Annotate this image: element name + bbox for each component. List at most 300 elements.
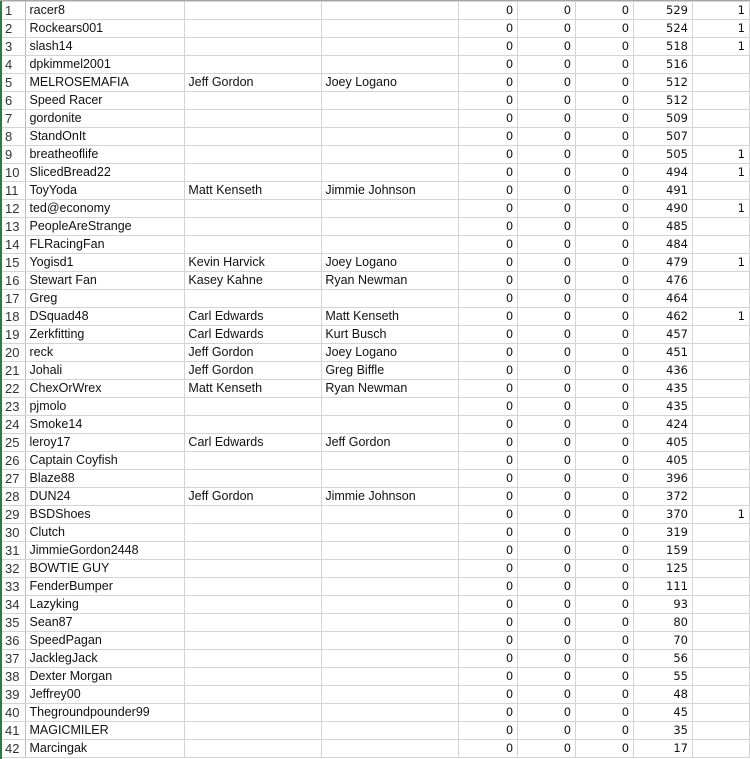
cell-col-f[interactable]: 0 bbox=[518, 596, 576, 614]
cell-driver-pick-1[interactable] bbox=[185, 20, 322, 38]
cell-username[interactable]: Lazyking bbox=[26, 596, 185, 614]
cell-col-i[interactable] bbox=[692, 56, 749, 74]
row-header[interactable]: 2 bbox=[2, 20, 26, 38]
cell-points[interactable]: 93 bbox=[634, 596, 693, 614]
cell-col-f[interactable]: 0 bbox=[518, 344, 576, 362]
cell-username[interactable]: racer8 bbox=[26, 2, 185, 20]
row-header[interactable]: 36 bbox=[2, 632, 26, 650]
cell-username[interactable]: Rockears001 bbox=[26, 20, 185, 38]
cell-username[interactable]: Johali bbox=[26, 362, 185, 380]
cell-username[interactable]: dpkimmel2001 bbox=[26, 56, 185, 74]
cell-col-g[interactable]: 0 bbox=[576, 722, 634, 740]
cell-col-g[interactable]: 0 bbox=[576, 380, 634, 398]
cell-driver-pick-2[interactable] bbox=[322, 668, 459, 686]
row-header[interactable]: 37 bbox=[2, 650, 26, 668]
cell-col-f[interactable]: 0 bbox=[518, 632, 576, 650]
cell-col-g[interactable]: 0 bbox=[576, 470, 634, 488]
row-header[interactable]: 39 bbox=[2, 686, 26, 704]
cell-col-i[interactable] bbox=[692, 110, 749, 128]
cell-driver-pick-1[interactable] bbox=[185, 614, 322, 632]
cell-col-i[interactable] bbox=[692, 596, 749, 614]
cell-col-e[interactable]: 0 bbox=[459, 506, 518, 524]
cell-points[interactable]: 319 bbox=[634, 524, 693, 542]
cell-driver-pick-1[interactable] bbox=[185, 92, 322, 110]
cell-driver-pick-1[interactable]: Jeff Gordon bbox=[185, 344, 322, 362]
cell-col-g[interactable]: 0 bbox=[576, 362, 634, 380]
cell-col-f[interactable]: 0 bbox=[518, 272, 576, 290]
cell-col-f[interactable]: 0 bbox=[518, 254, 576, 272]
cell-col-g[interactable]: 0 bbox=[576, 236, 634, 254]
cell-col-e[interactable]: 0 bbox=[459, 344, 518, 362]
cell-username[interactable]: Yogisd1 bbox=[26, 254, 185, 272]
cell-col-e[interactable]: 0 bbox=[459, 488, 518, 506]
cell-driver-pick-2[interactable] bbox=[322, 704, 459, 722]
cell-username[interactable]: slash14 bbox=[26, 38, 185, 56]
cell-driver-pick-1[interactable] bbox=[185, 740, 322, 758]
cell-col-g[interactable]: 0 bbox=[576, 578, 634, 596]
row-header[interactable]: 40 bbox=[2, 704, 26, 722]
cell-username[interactable]: JimmieGordon2448 bbox=[26, 542, 185, 560]
cell-driver-pick-1[interactable]: Kasey Kahne bbox=[185, 272, 322, 290]
cell-driver-pick-2[interactable] bbox=[322, 110, 459, 128]
row-header[interactable]: 6 bbox=[2, 92, 26, 110]
cell-col-i[interactable]: 1 bbox=[692, 20, 749, 38]
cell-username[interactable]: JacklegJack bbox=[26, 650, 185, 668]
cell-col-e[interactable]: 0 bbox=[459, 686, 518, 704]
cell-col-g[interactable]: 0 bbox=[576, 2, 634, 20]
cell-col-g[interactable]: 0 bbox=[576, 74, 634, 92]
cell-driver-pick-2[interactable] bbox=[322, 128, 459, 146]
cell-col-g[interactable]: 0 bbox=[576, 56, 634, 74]
cell-driver-pick-1[interactable] bbox=[185, 704, 322, 722]
cell-driver-pick-2[interactable] bbox=[322, 650, 459, 668]
cell-driver-pick-2[interactable] bbox=[322, 164, 459, 182]
cell-col-i[interactable]: 1 bbox=[692, 506, 749, 524]
cell-driver-pick-1[interactable] bbox=[185, 632, 322, 650]
cell-col-f[interactable]: 0 bbox=[518, 164, 576, 182]
cell-col-e[interactable]: 0 bbox=[459, 416, 518, 434]
cell-col-f[interactable]: 0 bbox=[518, 668, 576, 686]
cell-driver-pick-2[interactable] bbox=[322, 416, 459, 434]
cell-points[interactable]: 464 bbox=[634, 290, 693, 308]
cell-driver-pick-2[interactable] bbox=[322, 596, 459, 614]
cell-username[interactable]: SlicedBread22 bbox=[26, 164, 185, 182]
cell-points[interactable]: 509 bbox=[634, 110, 693, 128]
cell-driver-pick-1[interactable]: Kevin Harvick bbox=[185, 254, 322, 272]
cell-points[interactable]: 435 bbox=[634, 380, 693, 398]
cell-points[interactable]: 80 bbox=[634, 614, 693, 632]
row-header[interactable]: 38 bbox=[2, 668, 26, 686]
cell-points[interactable]: 490 bbox=[634, 200, 693, 218]
cell-col-f[interactable]: 0 bbox=[518, 380, 576, 398]
cell-driver-pick-1[interactable] bbox=[185, 506, 322, 524]
cell-col-i[interactable]: 1 bbox=[692, 38, 749, 56]
cell-driver-pick-2[interactable] bbox=[322, 56, 459, 74]
cell-col-e[interactable]: 0 bbox=[459, 236, 518, 254]
row-header[interactable]: 15 bbox=[2, 254, 26, 272]
cell-col-i[interactable] bbox=[692, 722, 749, 740]
cell-username[interactable]: reck bbox=[26, 344, 185, 362]
cell-col-i[interactable] bbox=[692, 362, 749, 380]
cell-driver-pick-1[interactable] bbox=[185, 470, 322, 488]
cell-driver-pick-2[interactable]: Joey Logano bbox=[322, 254, 459, 272]
cell-points[interactable]: 516 bbox=[634, 56, 693, 74]
cell-col-e[interactable]: 0 bbox=[459, 398, 518, 416]
cell-driver-pick-1[interactable] bbox=[185, 668, 322, 686]
row-header[interactable]: 25 bbox=[2, 434, 26, 452]
cell-username[interactable]: Zerkfitting bbox=[26, 326, 185, 344]
cell-col-e[interactable]: 0 bbox=[459, 740, 518, 758]
cell-col-i[interactable] bbox=[692, 416, 749, 434]
row-header[interactable]: 20 bbox=[2, 344, 26, 362]
cell-driver-pick-2[interactable] bbox=[322, 614, 459, 632]
cell-points[interactable]: 529 bbox=[634, 2, 693, 20]
cell-col-i[interactable] bbox=[692, 272, 749, 290]
cell-driver-pick-2[interactable] bbox=[322, 398, 459, 416]
cell-col-e[interactable]: 0 bbox=[459, 596, 518, 614]
cell-col-e[interactable]: 0 bbox=[459, 542, 518, 560]
cell-col-e[interactable]: 0 bbox=[459, 74, 518, 92]
cell-col-g[interactable]: 0 bbox=[576, 182, 634, 200]
cell-col-g[interactable]: 0 bbox=[576, 20, 634, 38]
cell-driver-pick-1[interactable]: Jeff Gordon bbox=[185, 74, 322, 92]
cell-col-i[interactable] bbox=[692, 632, 749, 650]
cell-col-e[interactable]: 0 bbox=[459, 20, 518, 38]
cell-points[interactable]: 484 bbox=[634, 236, 693, 254]
cell-points[interactable]: 435 bbox=[634, 398, 693, 416]
cell-driver-pick-2[interactable] bbox=[322, 290, 459, 308]
cell-col-f[interactable]: 0 bbox=[518, 578, 576, 596]
cell-col-g[interactable]: 0 bbox=[576, 506, 634, 524]
cell-points[interactable]: 524 bbox=[634, 20, 693, 38]
cell-col-e[interactable]: 0 bbox=[459, 380, 518, 398]
cell-username[interactable]: Blaze88 bbox=[26, 470, 185, 488]
cell-driver-pick-1[interactable] bbox=[185, 542, 322, 560]
cell-col-i[interactable] bbox=[692, 182, 749, 200]
row-header[interactable]: 18 bbox=[2, 308, 26, 326]
row-header[interactable]: 4 bbox=[2, 56, 26, 74]
row-header[interactable]: 21 bbox=[2, 362, 26, 380]
row-header[interactable]: 5 bbox=[2, 74, 26, 92]
cell-driver-pick-1[interactable]: Jeff Gordon bbox=[185, 362, 322, 380]
cell-col-f[interactable]: 0 bbox=[518, 236, 576, 254]
cell-col-i[interactable] bbox=[692, 560, 749, 578]
cell-col-g[interactable]: 0 bbox=[576, 704, 634, 722]
cell-col-e[interactable]: 0 bbox=[459, 722, 518, 740]
row-header[interactable]: 16 bbox=[2, 272, 26, 290]
cell-col-f[interactable]: 0 bbox=[518, 308, 576, 326]
cell-username[interactable]: StandOnIt bbox=[26, 128, 185, 146]
cell-col-g[interactable]: 0 bbox=[576, 200, 634, 218]
cell-col-i[interactable] bbox=[692, 92, 749, 110]
cell-points[interactable]: 125 bbox=[634, 560, 693, 578]
row-header[interactable]: 19 bbox=[2, 326, 26, 344]
cell-driver-pick-1[interactable]: Jeff Gordon bbox=[185, 488, 322, 506]
cell-username[interactable]: Thegroundpounder99 bbox=[26, 704, 185, 722]
row-header[interactable]: 11 bbox=[2, 182, 26, 200]
cell-driver-pick-2[interactable] bbox=[322, 506, 459, 524]
cell-driver-pick-1[interactable]: Carl Edwards bbox=[185, 326, 322, 344]
cell-col-i[interactable]: 1 bbox=[692, 308, 749, 326]
cell-points[interactable]: 372 bbox=[634, 488, 693, 506]
cell-col-e[interactable]: 0 bbox=[459, 200, 518, 218]
cell-col-g[interactable]: 0 bbox=[576, 632, 634, 650]
cell-username[interactable]: ChexOrWrex bbox=[26, 380, 185, 398]
cell-points[interactable]: 462 bbox=[634, 308, 693, 326]
row-header[interactable]: 13 bbox=[2, 218, 26, 236]
cell-col-e[interactable]: 0 bbox=[459, 578, 518, 596]
cell-points[interactable]: 56 bbox=[634, 650, 693, 668]
cell-col-f[interactable]: 0 bbox=[518, 110, 576, 128]
cell-driver-pick-2[interactable] bbox=[322, 578, 459, 596]
cell-col-f[interactable]: 0 bbox=[518, 434, 576, 452]
cell-col-f[interactable]: 0 bbox=[518, 128, 576, 146]
cell-col-e[interactable]: 0 bbox=[459, 524, 518, 542]
cell-col-e[interactable]: 0 bbox=[459, 632, 518, 650]
cell-col-f[interactable]: 0 bbox=[518, 650, 576, 668]
cell-username[interactable]: MELROSEMAFIA bbox=[26, 74, 185, 92]
cell-driver-pick-1[interactable] bbox=[185, 38, 322, 56]
cell-col-f[interactable]: 0 bbox=[518, 92, 576, 110]
cell-driver-pick-2[interactable]: Jeff Gordon bbox=[322, 434, 459, 452]
cell-username[interactable]: Captain Coyfish bbox=[26, 452, 185, 470]
cell-driver-pick-1[interactable] bbox=[185, 2, 322, 20]
cell-col-i[interactable]: 1 bbox=[692, 2, 749, 20]
cell-points[interactable]: 451 bbox=[634, 344, 693, 362]
cell-col-i[interactable] bbox=[692, 614, 749, 632]
cell-col-e[interactable]: 0 bbox=[459, 614, 518, 632]
cell-col-g[interactable]: 0 bbox=[576, 542, 634, 560]
cell-col-f[interactable]: 0 bbox=[518, 326, 576, 344]
cell-col-g[interactable]: 0 bbox=[576, 524, 634, 542]
cell-col-g[interactable]: 0 bbox=[576, 254, 634, 272]
cell-username[interactable]: FenderBumper bbox=[26, 578, 185, 596]
cell-col-g[interactable]: 0 bbox=[576, 164, 634, 182]
cell-col-i[interactable] bbox=[692, 398, 749, 416]
cell-col-g[interactable]: 0 bbox=[576, 92, 634, 110]
cell-driver-pick-1[interactable] bbox=[185, 596, 322, 614]
cell-driver-pick-1[interactable] bbox=[185, 56, 322, 74]
cell-col-g[interactable]: 0 bbox=[576, 650, 634, 668]
cell-col-e[interactable]: 0 bbox=[459, 560, 518, 578]
cell-driver-pick-2[interactable]: Jimmie Johnson bbox=[322, 182, 459, 200]
cell-driver-pick-2[interactable] bbox=[322, 92, 459, 110]
cell-col-e[interactable]: 0 bbox=[459, 2, 518, 20]
cell-col-e[interactable]: 0 bbox=[459, 290, 518, 308]
row-header[interactable]: 34 bbox=[2, 596, 26, 614]
cell-col-i[interactable] bbox=[692, 218, 749, 236]
cell-col-i[interactable] bbox=[692, 380, 749, 398]
cell-driver-pick-2[interactable]: Kurt Busch bbox=[322, 326, 459, 344]
cell-driver-pick-2[interactable] bbox=[322, 38, 459, 56]
cell-username[interactable]: BSDShoes bbox=[26, 506, 185, 524]
cell-points[interactable]: 512 bbox=[634, 74, 693, 92]
cell-username[interactable]: Marcingak bbox=[26, 740, 185, 758]
cell-username[interactable]: PeopleAreStrange bbox=[26, 218, 185, 236]
cell-username[interactable]: Smoke14 bbox=[26, 416, 185, 434]
row-header[interactable]: 12 bbox=[2, 200, 26, 218]
cell-col-i[interactable] bbox=[692, 290, 749, 308]
cell-points[interactable]: 518 bbox=[634, 38, 693, 56]
cell-col-e[interactable]: 0 bbox=[459, 38, 518, 56]
cell-driver-pick-2[interactable] bbox=[322, 632, 459, 650]
cell-driver-pick-2[interactable] bbox=[322, 452, 459, 470]
cell-driver-pick-1[interactable]: Carl Edwards bbox=[185, 434, 322, 452]
row-header[interactable]: 1 bbox=[2, 2, 26, 20]
cell-points[interactable]: 485 bbox=[634, 218, 693, 236]
cell-points[interactable]: 491 bbox=[634, 182, 693, 200]
cell-driver-pick-1[interactable]: Matt Kenseth bbox=[185, 182, 322, 200]
cell-driver-pick-1[interactable] bbox=[185, 398, 322, 416]
cell-col-g[interactable]: 0 bbox=[576, 308, 634, 326]
cell-col-f[interactable]: 0 bbox=[518, 470, 576, 488]
cell-points[interactable]: 424 bbox=[634, 416, 693, 434]
cell-points[interactable]: 45 bbox=[634, 704, 693, 722]
cell-col-e[interactable]: 0 bbox=[459, 704, 518, 722]
cell-driver-pick-2[interactable] bbox=[322, 2, 459, 20]
cell-points[interactable]: 370 bbox=[634, 506, 693, 524]
cell-driver-pick-1[interactable]: Carl Edwards bbox=[185, 308, 322, 326]
cell-driver-pick-2[interactable] bbox=[322, 218, 459, 236]
cell-col-f[interactable]: 0 bbox=[518, 740, 576, 758]
cell-driver-pick-1[interactable] bbox=[185, 128, 322, 146]
cell-username[interactable]: breatheoflife bbox=[26, 146, 185, 164]
cell-points[interactable]: 507 bbox=[634, 128, 693, 146]
cell-points[interactable]: 17 bbox=[634, 740, 693, 758]
cell-driver-pick-1[interactable]: Matt Kenseth bbox=[185, 380, 322, 398]
cell-driver-pick-2[interactable]: Joey Logano bbox=[322, 74, 459, 92]
cell-driver-pick-1[interactable] bbox=[185, 560, 322, 578]
cell-col-i[interactable] bbox=[692, 578, 749, 596]
row-header[interactable]: 8 bbox=[2, 128, 26, 146]
cell-col-f[interactable]: 0 bbox=[518, 560, 576, 578]
cell-col-f[interactable]: 0 bbox=[518, 398, 576, 416]
cell-driver-pick-2[interactable]: Ryan Newman bbox=[322, 380, 459, 398]
cell-col-f[interactable]: 0 bbox=[518, 686, 576, 704]
row-header[interactable]: 27 bbox=[2, 470, 26, 488]
row-header[interactable]: 42 bbox=[2, 740, 26, 758]
cell-col-e[interactable]: 0 bbox=[459, 326, 518, 344]
cell-username[interactable]: FLRacingFan bbox=[26, 236, 185, 254]
row-header[interactable]: 3 bbox=[2, 38, 26, 56]
cell-col-e[interactable]: 0 bbox=[459, 146, 518, 164]
cell-username[interactable]: MAGICMILER bbox=[26, 722, 185, 740]
cell-col-i[interactable] bbox=[692, 650, 749, 668]
cell-username[interactable]: Stewart Fan bbox=[26, 272, 185, 290]
cell-driver-pick-2[interactable] bbox=[322, 542, 459, 560]
cell-col-e[interactable]: 0 bbox=[459, 128, 518, 146]
cell-driver-pick-1[interactable] bbox=[185, 452, 322, 470]
cell-col-g[interactable]: 0 bbox=[576, 596, 634, 614]
cell-col-f[interactable]: 0 bbox=[518, 290, 576, 308]
cell-col-i[interactable] bbox=[692, 326, 749, 344]
row-header[interactable]: 31 bbox=[2, 542, 26, 560]
cell-driver-pick-2[interactable] bbox=[322, 740, 459, 758]
cell-driver-pick-1[interactable] bbox=[185, 236, 322, 254]
cell-col-i[interactable] bbox=[692, 740, 749, 758]
row-header[interactable]: 28 bbox=[2, 488, 26, 506]
cell-col-f[interactable]: 0 bbox=[518, 362, 576, 380]
cell-col-g[interactable]: 0 bbox=[576, 146, 634, 164]
cell-col-f[interactable]: 0 bbox=[518, 506, 576, 524]
cell-driver-pick-2[interactable] bbox=[322, 470, 459, 488]
cell-driver-pick-1[interactable] bbox=[185, 416, 322, 434]
cell-points[interactable]: 405 bbox=[634, 434, 693, 452]
cell-col-f[interactable]: 0 bbox=[518, 20, 576, 38]
cell-username[interactable]: ToyYoda bbox=[26, 182, 185, 200]
cell-driver-pick-1[interactable] bbox=[185, 650, 322, 668]
cell-col-i[interactable] bbox=[692, 668, 749, 686]
cell-col-f[interactable]: 0 bbox=[518, 218, 576, 236]
cell-driver-pick-2[interactable]: Joey Logano bbox=[322, 344, 459, 362]
cell-col-g[interactable]: 0 bbox=[576, 344, 634, 362]
cell-points[interactable]: 494 bbox=[634, 164, 693, 182]
cell-points[interactable]: 55 bbox=[634, 668, 693, 686]
row-header[interactable]: 14 bbox=[2, 236, 26, 254]
cell-username[interactable]: Sean87 bbox=[26, 614, 185, 632]
cell-col-i[interactable] bbox=[692, 74, 749, 92]
cell-driver-pick-2[interactable] bbox=[322, 236, 459, 254]
cell-col-f[interactable]: 0 bbox=[518, 200, 576, 218]
cell-username[interactable]: leroy17 bbox=[26, 434, 185, 452]
cell-username[interactable]: Jeffrey00 bbox=[26, 686, 185, 704]
cell-col-i[interactable] bbox=[692, 470, 749, 488]
cell-col-g[interactable]: 0 bbox=[576, 38, 634, 56]
cell-points[interactable]: 111 bbox=[634, 578, 693, 596]
cell-driver-pick-2[interactable] bbox=[322, 20, 459, 38]
cell-col-f[interactable]: 0 bbox=[518, 182, 576, 200]
cell-col-e[interactable]: 0 bbox=[459, 218, 518, 236]
cell-col-e[interactable]: 0 bbox=[459, 362, 518, 380]
cell-username[interactable]: Speed Racer bbox=[26, 92, 185, 110]
row-header[interactable]: 33 bbox=[2, 578, 26, 596]
cell-col-f[interactable]: 0 bbox=[518, 38, 576, 56]
cell-col-f[interactable]: 0 bbox=[518, 488, 576, 506]
cell-col-g[interactable]: 0 bbox=[576, 740, 634, 758]
cell-col-f[interactable]: 0 bbox=[518, 2, 576, 20]
cell-driver-pick-2[interactable]: Matt Kenseth bbox=[322, 308, 459, 326]
cell-col-f[interactable]: 0 bbox=[518, 614, 576, 632]
cell-points[interactable]: 159 bbox=[634, 542, 693, 560]
cell-points[interactable]: 396 bbox=[634, 470, 693, 488]
cell-points[interactable]: 70 bbox=[634, 632, 693, 650]
cell-col-e[interactable]: 0 bbox=[459, 434, 518, 452]
cell-col-g[interactable]: 0 bbox=[576, 488, 634, 506]
cell-col-i[interactable]: 1 bbox=[692, 164, 749, 182]
cell-col-f[interactable]: 0 bbox=[518, 704, 576, 722]
row-header[interactable]: 10 bbox=[2, 164, 26, 182]
cell-col-f[interactable]: 0 bbox=[518, 56, 576, 74]
cell-col-f[interactable]: 0 bbox=[518, 722, 576, 740]
cell-username[interactable]: ted@economy bbox=[26, 200, 185, 218]
cell-username[interactable]: SpeedPagan bbox=[26, 632, 185, 650]
cell-driver-pick-1[interactable] bbox=[185, 578, 322, 596]
cell-col-e[interactable]: 0 bbox=[459, 668, 518, 686]
cell-driver-pick-2[interactable] bbox=[322, 200, 459, 218]
cell-username[interactable]: Clutch bbox=[26, 524, 185, 542]
cell-username[interactable]: Dexter Morgan bbox=[26, 668, 185, 686]
row-header[interactable]: 24 bbox=[2, 416, 26, 434]
cell-col-i[interactable]: 1 bbox=[692, 254, 749, 272]
cell-username[interactable]: pjmolo bbox=[26, 398, 185, 416]
cell-col-e[interactable]: 0 bbox=[459, 182, 518, 200]
cell-col-f[interactable]: 0 bbox=[518, 524, 576, 542]
cell-points[interactable]: 505 bbox=[634, 146, 693, 164]
row-header[interactable]: 23 bbox=[2, 398, 26, 416]
row-header[interactable]: 29 bbox=[2, 506, 26, 524]
cell-col-g[interactable]: 0 bbox=[576, 290, 634, 308]
cell-col-i[interactable]: 1 bbox=[692, 146, 749, 164]
